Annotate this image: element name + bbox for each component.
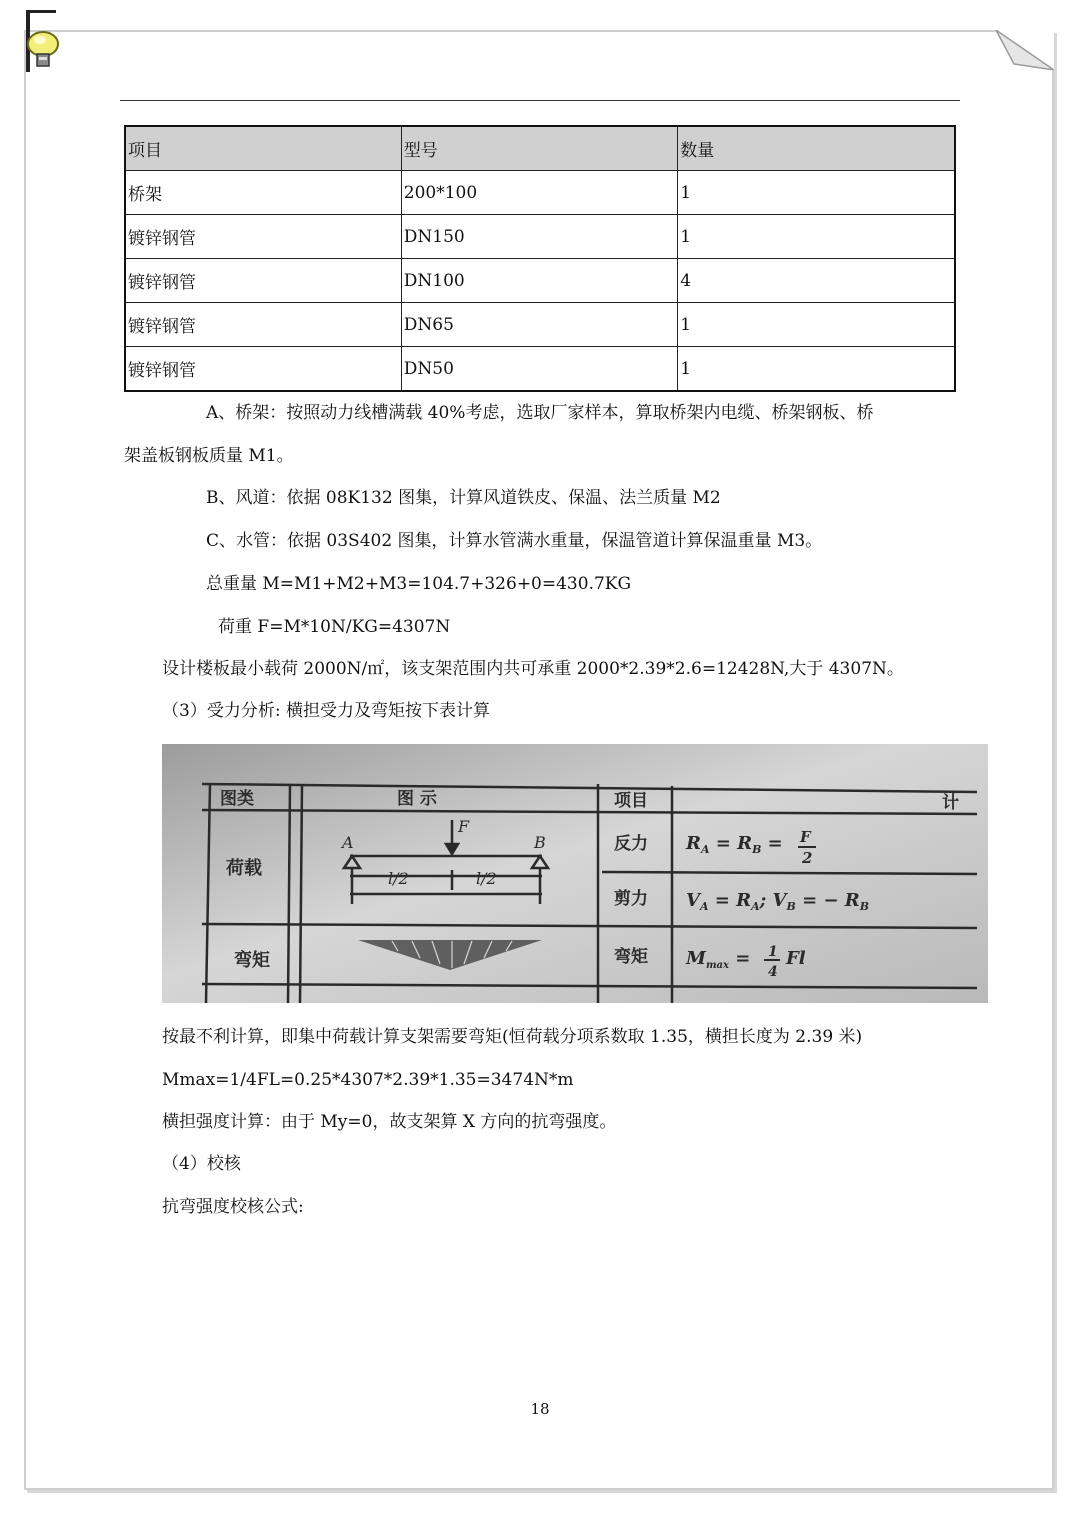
table-cell: 桥架 [125, 171, 401, 215]
svg-text:F: F [800, 828, 811, 846]
header-model: 型号 [401, 126, 677, 171]
table-cell: 1 [678, 171, 955, 215]
table-cell: DN50 [401, 347, 677, 392]
photo-label-F: F [458, 817, 470, 836]
photo-formula-moment: $M_{max}$ = [686, 948, 751, 971]
table-cell: DN100 [401, 259, 677, 303]
page-number: 18 [530, 1400, 550, 1418]
pushpin-icon [22, 10, 62, 72]
table-cell: 1 [678, 215, 955, 259]
photo-col-calc: 计 [942, 793, 959, 813]
table-cell: DN65 [401, 303, 677, 347]
formula-heading: 抗弯强度校核公式: [162, 1197, 304, 1217]
table-cell: 镀锌钢管 [125, 303, 401, 347]
photo-row-load: 荷载 [226, 858, 262, 879]
photo-col-type: 图类 [220, 789, 254, 809]
photo-formula-reaction: $R_A = R_B$ = [686, 833, 783, 856]
table-row [125, 303, 955, 347]
table-header-row [125, 126, 955, 171]
paragraph-c: C、水管：依据 03S402 图集，计算水管满水重量，保温管道计算保温重量 M3。 [206, 531, 823, 551]
header-rule [120, 100, 960, 101]
design-load: 设计楼板最小载荷 2000N/㎡，该支架范围内共可承重 2000*2.39*2.6=12428N,大于 4307N。 [162, 659, 904, 679]
page-fold-corner [996, 30, 1054, 70]
beam-formula-photo [162, 744, 988, 1003]
photo-formula-shear: $V_A = R_A$; $V_B$ = − $R_B$ [686, 890, 870, 913]
materials-table [124, 125, 956, 392]
header-quantity: 数量 [678, 126, 955, 171]
header-item: 项目 [125, 126, 401, 171]
table-cell: 镀锌钢管 [125, 259, 401, 303]
paragraph-a-line2: 架盖板钢板质量 M1。 [124, 446, 294, 466]
photo-item-moment: 弯矩 [614, 947, 648, 967]
svg-text:2: 2 [802, 849, 813, 867]
table-cell: 1 [678, 303, 955, 347]
total-weight: 总重量 M=M1+M2+M3=104.7+326+0=430.7KG [206, 574, 632, 594]
strength-calc: 横担强度计算：由于 My=0，故支架算 X 方向的抗弯强度。 [162, 1112, 617, 1132]
worst-case-note: 按最不利计算，即集中荷载计算支架需要弯矩(恒荷载分项系数取 1.35，横担长度为 2.39 米) [162, 1027, 863, 1047]
photo-label-half2: l/2 [476, 869, 497, 888]
photo-label-A: A [342, 833, 354, 852]
photo-col-diagram: 图 示 [397, 789, 437, 809]
svg-text:4: 4 [768, 964, 778, 980]
table-cell: 200*100 [401, 171, 677, 215]
table-row [125, 171, 955, 215]
paragraph-a-line1: A、桥架：按照动力线槽满载 40%考虑，选取厂家样本，算取桥架内电缆、桥架钢板、桥 [206, 403, 874, 423]
photo-item-shear: 剪力 [614, 889, 648, 909]
table-row [125, 259, 955, 303]
table-cell: 1 [678, 347, 955, 392]
section-3-heading: （3）受力分析: 横担受力及弯矩按下表计算 [162, 701, 490, 721]
load-force: 荷重 F=M*10N/KG=4307N [218, 617, 451, 637]
section-4-heading: （4）校核 [162, 1154, 241, 1174]
photo-col-item: 项目 [614, 791, 648, 811]
table-row [125, 347, 955, 392]
photo-label-half1: l/2 [388, 869, 409, 888]
svg-text:1: 1 [768, 944, 778, 960]
table-cell: 4 [678, 259, 955, 303]
table-cell: 镀锌钢管 [125, 347, 401, 392]
photo-item-reaction: 反力 [614, 834, 648, 854]
table-row [125, 215, 955, 259]
table-cell: 镀锌钢管 [125, 215, 401, 259]
svg-text:Fl: Fl [786, 948, 806, 969]
mmax-formula: Mmax=1/4FL=0.25*4307*2.39*1.35=3474N*m [162, 1070, 574, 1090]
photo-row-moment: 弯矩 [234, 950, 270, 971]
paragraph-b: B、风道：依据 08K132 图集，计算风道铁皮、保温、法兰质量 M2 [206, 488, 721, 508]
photo-label-B: B [534, 833, 546, 852]
table-cell: DN150 [401, 215, 677, 259]
